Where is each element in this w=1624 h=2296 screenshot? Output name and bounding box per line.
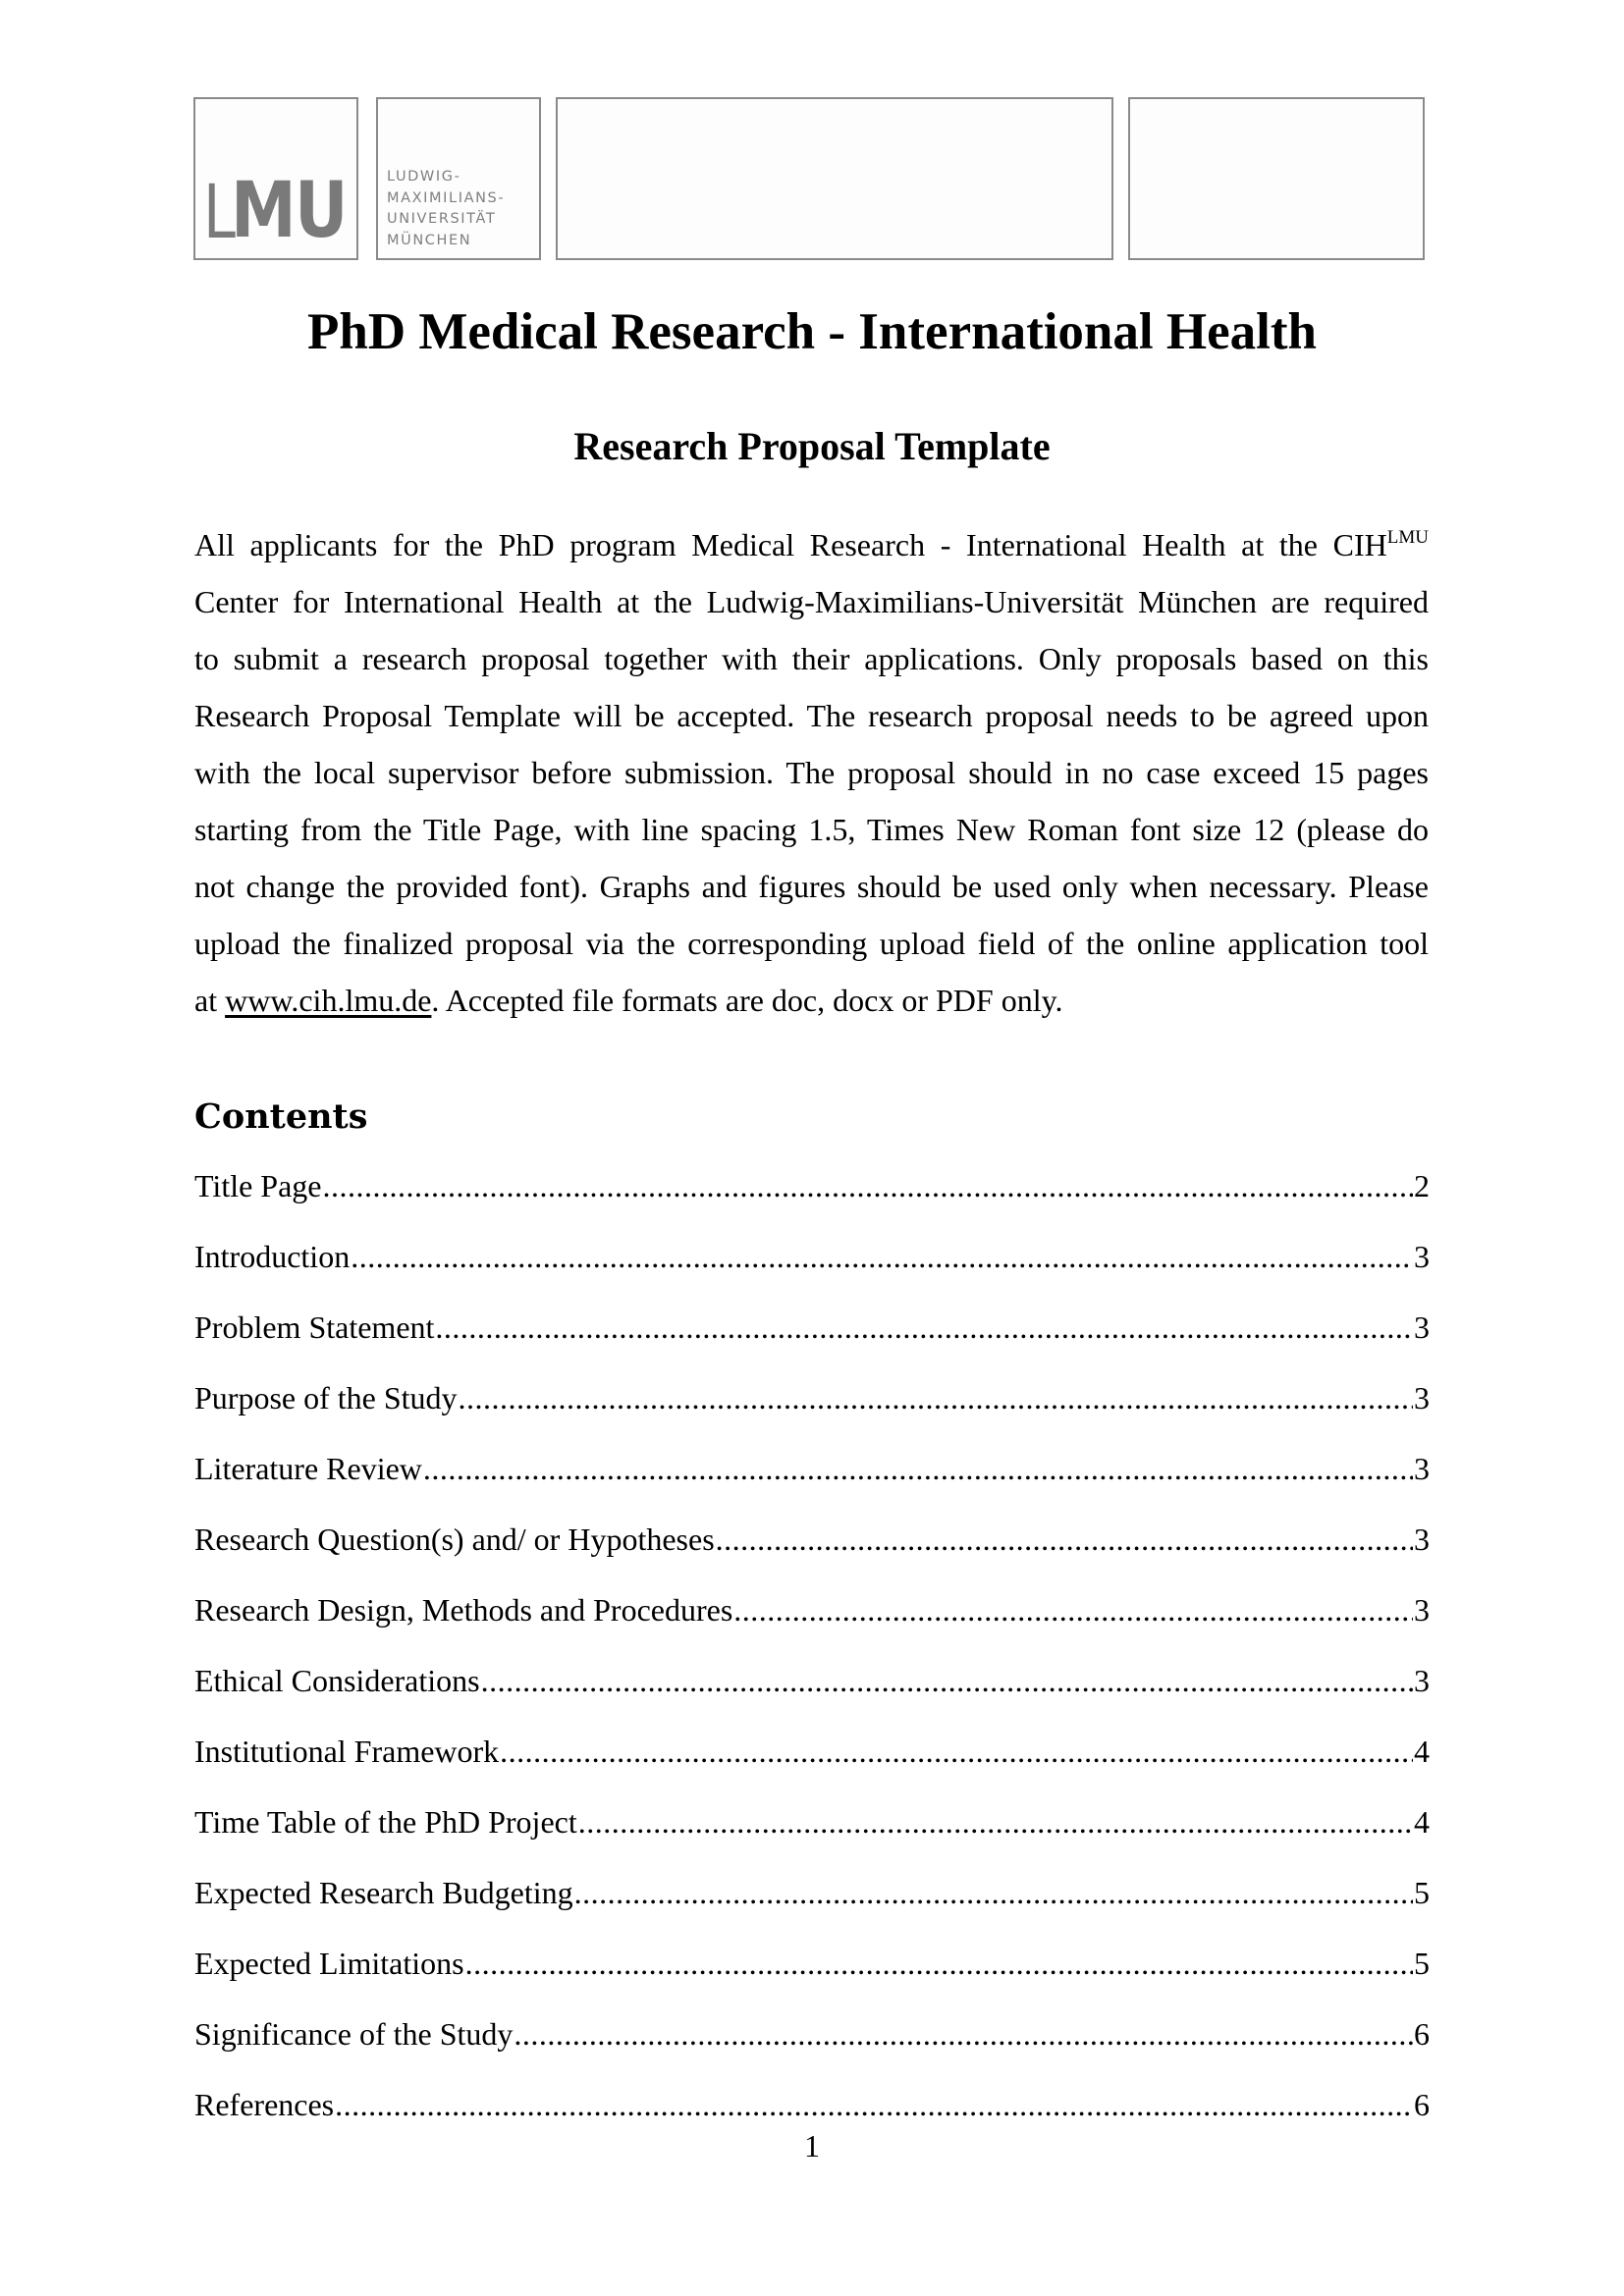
- toc-entry-page: 4: [1414, 1804, 1430, 1840]
- toc-entry-label: Significance of the Study: [194, 2016, 514, 2052]
- intro-line: Research Proposal Template will be accepted. The research proposal needs to be agreed upon: [194, 698, 1429, 733]
- toc-entry[interactable]: [194, 1166, 1430, 1237]
- toc-dot-leader: [335, 2085, 1413, 2124]
- toc-entry-label: Purpose of the Study: [194, 1380, 458, 1415]
- toc-dot-leader: [465, 1944, 1413, 1983]
- lmu-logo-letters-mu: MU: [231, 167, 348, 255]
- intro-line: to submit a research proposal together with their applications. Only proposals based on this: [194, 641, 1429, 676]
- toc-entry[interactable]: [194, 1378, 1430, 1449]
- toc-entry[interactable]: [194, 1944, 1430, 2014]
- toc-dot-leader: [351, 1237, 1413, 1276]
- document-title: PhD Medical Research - International Health: [307, 303, 1317, 360]
- contents-heading: Contents: [194, 1096, 368, 1137]
- toc-entry[interactable]: [194, 1520, 1430, 1590]
- toc-entry-page: 6: [1414, 2016, 1430, 2052]
- toc-entry-label: Literature Review: [194, 1451, 422, 1486]
- header-placeholder-box: [556, 97, 1113, 260]
- university-name-line: MÜNCHEN: [387, 232, 472, 248]
- toc-entry[interactable]: [194, 1802, 1430, 1873]
- intro-line: upload the finalized proposal via the corresponding upload field of the online application tool: [194, 926, 1429, 961]
- toc-entry[interactable]: [194, 1449, 1430, 1520]
- toc-entry-label: Ethical Considerations: [194, 1663, 480, 1698]
- cih-superscript: LMU: [1386, 527, 1429, 548]
- intro-line: with the local supervisor before submission. The proposal should in no case exceed 15 pages: [194, 755, 1429, 790]
- lmu-logo-box: [193, 97, 358, 260]
- toc-entry-page: 3: [1414, 1592, 1430, 1628]
- toc-entry-label: Problem Statement: [194, 1309, 435, 1345]
- intro-line: at www.cih.lmu.de. Accepted file formats are doc, docx or PDF only.: [194, 983, 1063, 1018]
- intro-line: All applicants for the PhD program Medical Research - International Health at the $CIH^{LMU}$: [194, 527, 1429, 562]
- toc-dot-leader: [733, 1590, 1413, 1629]
- toc-entry-label: Research Question(s) and/ or Hypotheses: [194, 1522, 715, 1557]
- toc-entry-page: 3: [1414, 1451, 1430, 1486]
- toc-entry-page: 2: [1414, 1168, 1430, 1203]
- toc-entry-page: 3: [1414, 1522, 1430, 1557]
- toc-dot-leader: [459, 1378, 1413, 1417]
- document-subtitle: Research Proposal Template: [573, 424, 1051, 468]
- intro-line: not change the provided font). Graphs and figures should be used only when necessary. Please: [194, 869, 1429, 904]
- toc-entry-label: Expected Research Budgeting: [194, 1875, 573, 1910]
- intro-line: Center for International Health at the Ludwig-Maximilians-Universität München are required: [194, 584, 1429, 619]
- lmu-logo-letter-l: L: [203, 168, 235, 255]
- toc-entry-label: Institutional Framework: [194, 1734, 500, 1769]
- toc-entry-page: 3: [1414, 1309, 1430, 1345]
- university-name-line: MAXIMILIANS-: [387, 189, 506, 206]
- toc-dot-leader: [435, 1308, 1413, 1347]
- toc-entry[interactable]: [194, 1590, 1430, 1661]
- toc-entry-label: Research Design, Methods and Procedures: [194, 1592, 733, 1628]
- university-name: [387, 167, 505, 251]
- toc-entry-label: Expected Limitations: [194, 1946, 464, 1981]
- toc-entry-label: Introduction: [194, 1239, 351, 1274]
- toc-entry-page: 3: [1414, 1239, 1430, 1274]
- toc-dot-leader: [323, 1166, 1414, 1205]
- toc-entry[interactable]: [194, 1873, 1430, 1944]
- toc-entry[interactable]: [194, 1732, 1430, 1802]
- toc-dot-leader: [500, 1732, 1413, 1771]
- toc-entry-label: Time Table of the PhD Project: [194, 1804, 577, 1840]
- toc-entry-label: References: [194, 2087, 335, 2122]
- university-name-line: UNIVERSITÄT: [387, 211, 497, 227]
- toc-dot-leader: [574, 1873, 1413, 1912]
- toc-dot-leader: [578, 1802, 1413, 1842]
- intro-line: starting from the Title Page, with line spacing 1.5, Times New Roman font size 12 (please do: [194, 812, 1429, 847]
- toc-entry-label: Title Page: [194, 1168, 322, 1203]
- toc-entry[interactable]: [194, 1661, 1430, 1732]
- toc-dot-leader: [481, 1661, 1413, 1700]
- toc-entry-page: 3: [1414, 1663, 1430, 1698]
- header-placeholder-box-right: [1128, 97, 1425, 260]
- university-name-line: LUDWIG-: [387, 169, 461, 185]
- cih-website-link[interactable]: www.cih.lmu.de: [225, 983, 432, 1018]
- table-of-contents: [194, 1166, 1430, 2156]
- toc-entry-page: 4: [1414, 1734, 1430, 1769]
- toc-entry-page: 5: [1414, 1875, 1430, 1910]
- intro-paragraph: [194, 516, 1429, 1029]
- toc-dot-leader: [716, 1520, 1413, 1559]
- page-number: 1: [804, 2128, 820, 2163]
- toc-dot-leader: [423, 1449, 1413, 1488]
- toc-entry[interactable]: [194, 2014, 1430, 2085]
- toc-entry-page: 3: [1414, 1380, 1430, 1415]
- toc-dot-leader: [514, 2014, 1413, 2054]
- lmu-logo-mark: [203, 167, 365, 255]
- toc-entry-page: 6: [1414, 2087, 1430, 2122]
- toc-entry[interactable]: [194, 1237, 1430, 1308]
- toc-entry[interactable]: [194, 1308, 1430, 1378]
- toc-entry-page: 5: [1414, 1946, 1430, 1981]
- university-name-box: [376, 97, 541, 260]
